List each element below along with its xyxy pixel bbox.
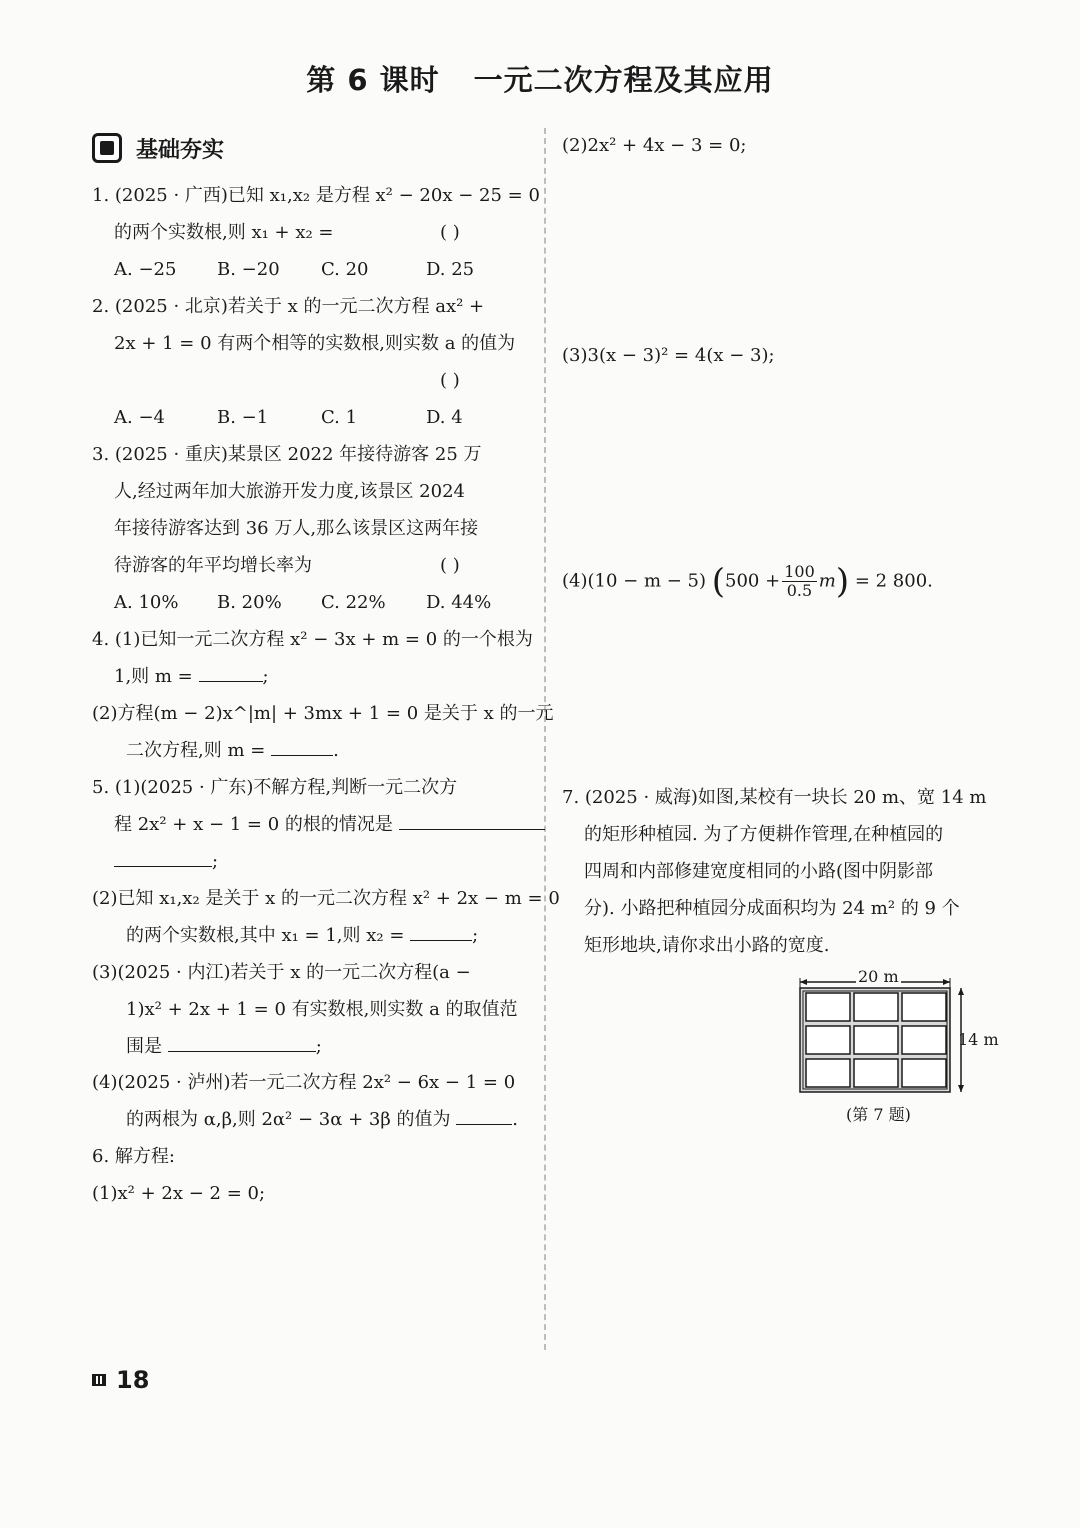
q5-line-8-end: ;: [315, 1036, 322, 1057]
q5-line-8-text: 围是: [126, 1036, 162, 1057]
q5-blank-3[interactable]: [168, 1037, 316, 1052]
q4-line-2-text: 1,则 m =: [114, 666, 193, 687]
q5-line-10-text: 的两根为 α,β,则 2α² − 3α + 3β 的值为: [126, 1109, 451, 1130]
q7-line-4: 分). 小路把种植园分成面积均为 24 m² 的 9 个: [584, 898, 960, 919]
q4-blank-2[interactable]: [271, 741, 333, 756]
q4-line-4-text: 二次方程,则 m =: [126, 740, 266, 761]
q7-line-1: 7. (2025 · 威海)如图,某校有一块长 20 m、宽 14 m: [562, 787, 987, 808]
q3-line-1: 3. (2025 · 重庆)某景区 2022 年接待游客 25 万: [92, 444, 482, 465]
figure-width-label: 20 m: [858, 967, 899, 986]
q4-line-2: [114, 665, 269, 689]
q4-line-2-end: ;: [262, 666, 269, 687]
column-divider: [544, 128, 546, 1350]
q2-line-1: 2. (2025 · 北京)若关于 x 的一元二次方程 ax² +: [92, 296, 485, 317]
q6-part-4-lead: (4)(10 − m − 5): [562, 570, 707, 592]
q5-blank-2[interactable]: [410, 926, 472, 941]
q3-line-2: 人,经过两年加大旅游开发力度,该景区 2024: [114, 481, 465, 502]
q3-option-a: A. 10%: [114, 592, 179, 613]
fraction-numerator: 100: [784, 562, 815, 581]
lesson-title: [0, 58, 1080, 99]
fraction: [782, 563, 817, 600]
q3-line-4: 待游客的年平均增长率为: [114, 555, 312, 576]
q2-answer-paren: ( ): [440, 370, 460, 391]
q4-line-1: 4. (1)已知一元二次方程 x² − 3x + m = 0 的一个根为: [92, 629, 533, 650]
q6-heading: 6. 解方程:: [92, 1146, 175, 1167]
q5-line-7: 1)x² + 2x + 1 = 0 有实数根,则实数 a 的取值范: [126, 999, 518, 1020]
page-number: [92, 1366, 149, 1394]
q6-part-4-var: m: [818, 570, 836, 592]
height-arrow-top: [958, 988, 964, 995]
q3-option-b: B. 20%: [217, 592, 282, 613]
plot-4: [806, 1026, 850, 1054]
section-heading: [92, 130, 224, 166]
q2-option-c: C. 1: [321, 407, 358, 428]
plot-3: [902, 993, 946, 1021]
q5-line-6: (3)(2025 · 内江)若关于 x 的一元二次方程(a −: [92, 962, 471, 983]
q1-line-1: 1. (2025 · 广西)已知 x₁,x₂ 是方程 x² − 20x − 25 = 0: [92, 185, 540, 206]
q3-option-d: D. 44%: [426, 592, 492, 613]
q1-option-d: D. 25: [426, 259, 475, 280]
q2-line-2: 2x + 1 = 0 有两个相等的实数根,则实数 a 的值为: [114, 333, 516, 354]
plot-7: [806, 1059, 850, 1087]
width-arrow-left: [800, 979, 807, 985]
q5-line-5-text: 的两个实数根,其中 x₁ = 1,则 x₂ =: [126, 925, 405, 946]
lesson-number: 第 6 课时: [306, 63, 440, 97]
plot-grid: [806, 993, 946, 1087]
plot-6: [902, 1026, 946, 1054]
q1-line-2: 的两个实数根,则 x₁ + x₂ =: [114, 222, 334, 243]
lesson-topic: 一元二次方程及其应用: [473, 63, 774, 97]
q1-option-c: C. 20: [321, 259, 369, 280]
q7-line-3: 四周和内部修建宽度相同的小路(图中阴影部: [584, 861, 934, 882]
q4-line-4-end: .: [333, 740, 339, 761]
q5-line-3: [114, 850, 218, 874]
q5-line-5: [126, 924, 478, 948]
q6-part-4-const: 500 +: [725, 570, 781, 592]
q2-option-b: B. −1: [217, 407, 269, 428]
q4-line-4: [126, 739, 339, 763]
left-paren: (: [711, 561, 726, 602]
q4-line-3: (2)方程(m − 2)x^|m| + 3mx + 1 = 0 是关于 x 的一元: [92, 703, 554, 724]
right-paren: ): [835, 561, 850, 602]
q6-part-1: (1)x² + 2x − 2 = 0;: [92, 1183, 266, 1204]
q5-line-4: (2)已知 x₁,x₂ 是关于 x 的一元二次方程 x² + 2x − m = 0: [92, 888, 560, 909]
q5-line-5-end: ;: [472, 925, 479, 946]
plot-2: [854, 993, 898, 1021]
q5-line-10-end: .: [512, 1109, 518, 1130]
fraction-denominator: 0.5: [786, 581, 813, 600]
q1-answer-paren: ( ): [440, 222, 460, 243]
q3-answer-paren: ( ): [440, 555, 460, 576]
q5-line-10: [126, 1108, 518, 1132]
q3-line-3: 年接待游客达到 36 万人,那么该景区这两年接: [114, 518, 479, 539]
q5-line-8: [126, 1035, 322, 1059]
q1-option-b: B. −20: [217, 259, 280, 280]
book-icon: [92, 133, 122, 163]
q5-line-3-end: ;: [212, 851, 219, 872]
q4-blank-1[interactable]: [199, 667, 263, 682]
plot-1: [806, 993, 850, 1021]
q7-line-2: 的矩形种植园. 为了方便耕作管理,在种植园的: [584, 824, 944, 845]
q5-blank-4[interactable]: [456, 1110, 512, 1125]
q6-part-2: (2)2x² + 4x − 3 = 0;: [562, 135, 747, 156]
width-arrow-right: [943, 979, 950, 985]
q6-part-3: (3)3(x − 3)² = 4(x − 3);: [562, 345, 775, 366]
q2-option-a: A. −4: [114, 407, 165, 428]
q5-line-2: [114, 813, 545, 837]
q2-option-d: D. 4: [426, 407, 463, 428]
q5-line-1: 5. (1)(2025 · 广东)不解方程,判断一元二次方: [92, 777, 458, 798]
page-number-text: 18: [116, 1366, 150, 1394]
figure-caption: (第 7 题): [846, 1105, 911, 1124]
q5-blank-1a[interactable]: [399, 815, 545, 830]
q1-option-a: A. −25: [114, 259, 177, 280]
page-marker-icon: [92, 1374, 106, 1386]
height-arrow-bottom: [958, 1085, 964, 1092]
plot-9: [902, 1059, 946, 1087]
plot-5: [854, 1026, 898, 1054]
q5-line-2-text: 程 2x² + x − 1 = 0 的根的情况是: [114, 814, 393, 835]
q3-option-c: C. 22%: [321, 592, 386, 613]
q6-part-4-rhs: = 2 800.: [854, 570, 933, 592]
q7-line-5: 矩形地块,请你求出小路的宽度.: [584, 935, 830, 956]
figure-height-label: 14 m: [958, 1030, 999, 1049]
q5-blank-1b[interactable]: [114, 852, 212, 867]
q6-part-4: [562, 563, 933, 600]
section-title: 基础夯实: [136, 137, 225, 163]
plot-8: [854, 1059, 898, 1087]
q5-line-9: (4)(2025 · 泸州)若一元二次方程 2x² − 6x − 1 = 0: [92, 1072, 516, 1093]
